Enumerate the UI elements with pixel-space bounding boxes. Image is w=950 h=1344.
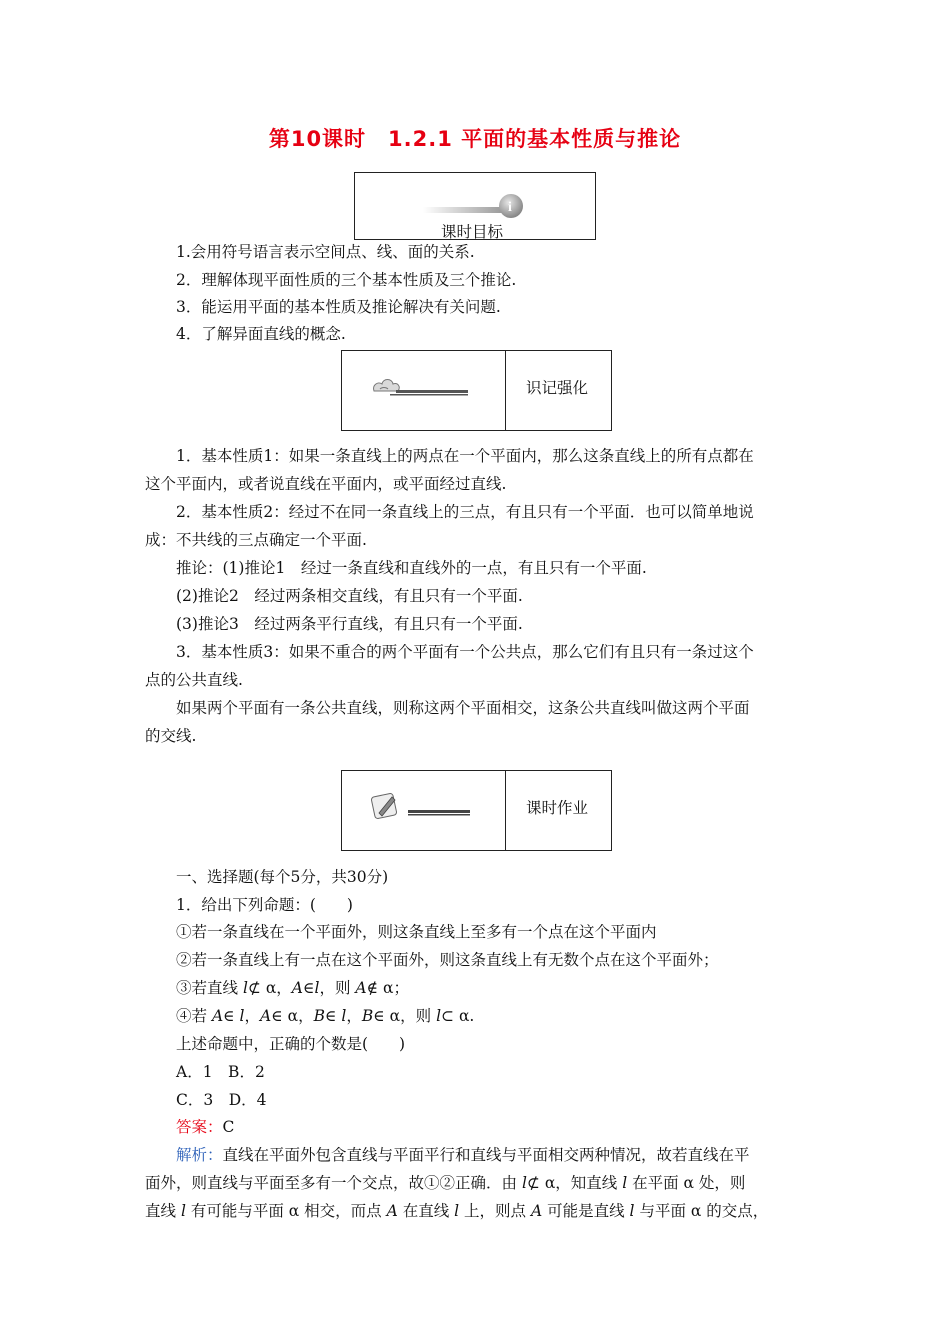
answer-label: 答案： <box>176 1118 223 1136</box>
objective-item: 3．能运用平面的基本性质及推论解决有关问题. <box>176 298 501 316</box>
cloud-icon <box>370 373 474 403</box>
objective-item: 1.会用符号语言表示空间点、线、面的关系. <box>176 243 475 261</box>
objectives-header-box <box>354 172 596 240</box>
memory-line: 1．基本性质1：如果一条直线上的两点在一个平面内，那么这条直线上的所有点都在 <box>176 447 754 465</box>
memory-line: 的交线. <box>145 727 197 745</box>
memory-line: 点的公共直线. <box>145 671 243 689</box>
memory-line: 3．基本性质3：如果不重合的两个平面有一个公共点，那么它们有且只有一条过这个 <box>176 643 754 661</box>
question-item: ①若一条直线在一个平面外，则这条直线上至多有一个点在这个平面内 <box>176 923 657 941</box>
memory-line: (2)推论2 经过两条相交直线，有且只有一个平面. <box>176 587 523 605</box>
memory-label: 识记强化 <box>526 379 589 397</box>
objective-item: 2．理解体现平面性质的三个基本性质及三个推论. <box>176 271 517 289</box>
answer-options: C．3 D．4 <box>176 1091 267 1109</box>
question-item: ③若直线 l⊄ α，A∈l，则 A∉ α； <box>176 979 409 997</box>
analysis-line: 解析：直线在平面外包含直线与平面平行和直线与平面相交两种情况，故若直线在平 <box>176 1146 750 1164</box>
memory-line: (3)推论3 经过两条平行直线，有且只有一个平面. <box>176 615 523 633</box>
section-heading: 一、选择题(每个5分，共30分) <box>176 868 389 886</box>
question-prompt: 上述命题中，正确的个数是( ) <box>176 1035 406 1053</box>
objective-item: 4．了解异面直线的概念. <box>176 325 346 343</box>
objectives-label: 课时目标 <box>441 223 504 241</box>
question-item: ②若一条直线上有一点在这个平面外，则这条直线上有无数个点在这个平面外； <box>176 951 719 969</box>
svg-text:i: i <box>508 200 512 215</box>
homework-header-box <box>341 770 612 851</box>
answer-line <box>176 1117 234 1137</box>
memory-line: 成：不共线的三点确定一个平面. <box>145 531 367 549</box>
analysis-label: 解析： <box>176 1146 223 1164</box>
answer-options: A．1 B．2 <box>176 1063 265 1081</box>
question-item: ④若 A∈ l，A∈ α，B∈ l，B∈ α，则 l⊂ α. <box>176 1007 475 1025</box>
memory-header-box <box>341 350 612 431</box>
memory-line: 2．基本性质2：经过不在同一条直线上的三点，有且只有一个平面．也可以简单地说 <box>176 503 754 521</box>
answer-value: C <box>222 1118 235 1136</box>
memory-line: 如果两个平面有一条公共直线，则称这两个平面相交，这条公共直线叫做这两个平面 <box>176 699 750 717</box>
memory-line: 推论：(1)推论1 经过一条直线和直线外的一点，有且只有一个平面. <box>176 559 647 577</box>
memory-line: 这个平面内，或者说直线在平面内，或平面经过直线. <box>145 475 507 493</box>
pen-icon <box>370 789 474 823</box>
question-stem: 1．给出下列命题：( ) <box>176 896 353 914</box>
info-icon <box>423 193 527 223</box>
analysis-line: 直线 l 有可能与平面 α 相交，而点 A 在直线 l 上，则点 A 可能是直线 l 与平面 α 的交点， <box>145 1202 769 1220</box>
homework-label: 课时作业 <box>526 799 589 817</box>
analysis-line: 面外，则直线与平面至多有一个交点，故①②正确．由 l⊄ α，知直线 l 在平面 α 处，则 <box>145 1174 746 1192</box>
page-title: 第10课时 1.2.1 平面的基本性质与推论 <box>268 127 682 151</box>
